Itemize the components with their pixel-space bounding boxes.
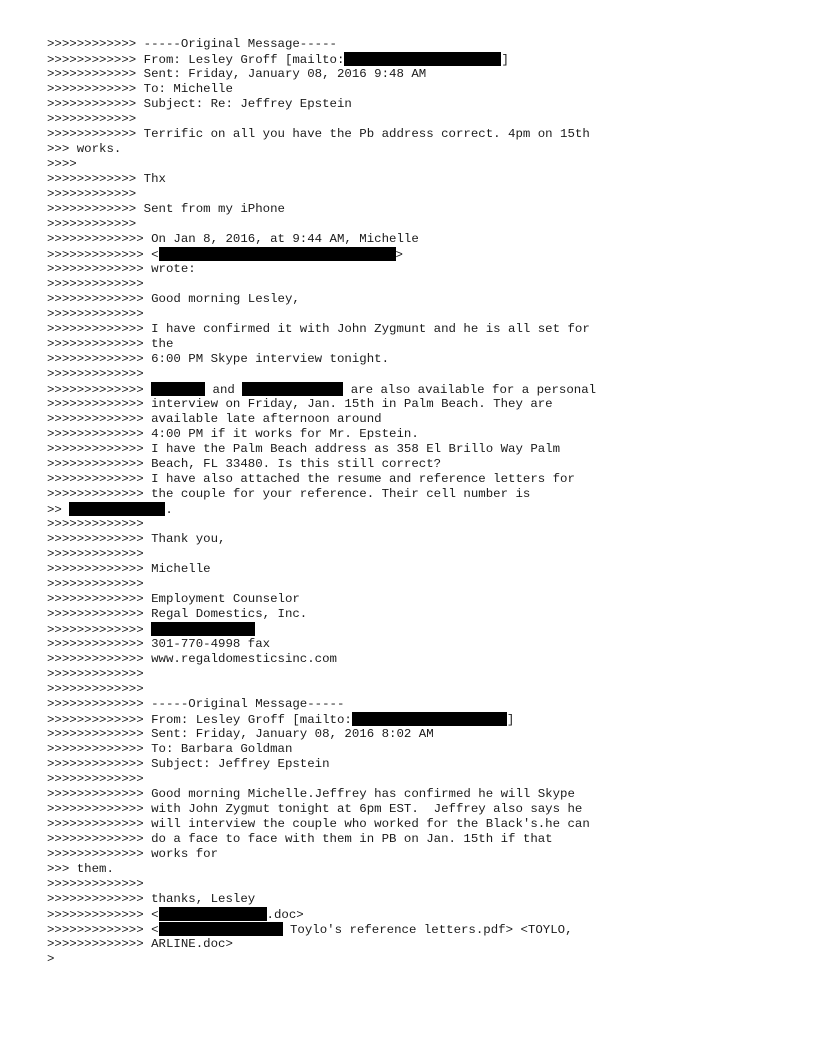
email-line — [47, 187, 787, 202]
email-line — [47, 547, 787, 562]
line-text: >>>>>>>>>>>>> -----Original Message----- — [47, 697, 345, 711]
line-text: >>>>>>>>>>>>> wrote: — [47, 262, 196, 276]
line-text: >>>>>>>>>>>>> do a face to face with them in PB on Jan. 15th if that — [47, 832, 553, 846]
line-text: >>>>>>>>>>>>> From: Lesley Groff [mailto: — [47, 713, 352, 727]
email-line — [47, 202, 787, 217]
line-text: >>>>>>>>>>>>> — [47, 517, 144, 531]
redaction-block — [69, 502, 165, 516]
email-line — [47, 592, 787, 607]
line-text: ] — [506, 713, 515, 727]
line-text: >>> them. — [47, 862, 114, 876]
line-text: >>>>>>>>>>>> From: Lesley Groff [mailto: — [47, 53, 345, 67]
email-line — [47, 892, 787, 907]
line-text: >>>>>>>>>>>>> — [47, 682, 144, 696]
redaction-block — [159, 247, 396, 261]
line-text: >>>>>>>>>>>> Sent from my iPhone — [47, 202, 285, 216]
email-line — [47, 787, 787, 802]
redaction-block — [352, 712, 507, 726]
email-line — [47, 52, 787, 67]
redaction-block — [159, 922, 283, 936]
line-text: >>>>>>>>>>>>> Sent: Friday, January 08, 2016 8:02 AM — [47, 727, 434, 741]
line-text: >>>>>>>>>>>>> < — [47, 908, 159, 922]
line-text: >>>>>>>>>>>>> — [47, 307, 144, 321]
email-line — [47, 907, 787, 922]
email-line — [47, 667, 787, 682]
line-text: >>>>>>>>>>>>> < — [47, 923, 159, 937]
email-line — [47, 397, 787, 412]
email-line — [47, 877, 787, 892]
email-line — [47, 97, 787, 112]
line-text: > — [47, 952, 55, 966]
email-line — [47, 322, 787, 337]
line-text: and — [205, 383, 243, 397]
email-line — [47, 862, 787, 877]
line-text: ] — [501, 53, 509, 67]
line-text: >>>>>>>>>>>>> thanks, Lesley — [47, 892, 256, 906]
line-text: >>>>>>>>>>>>> — [47, 877, 144, 891]
line-text: >>>>>>>>>>>>> — [47, 623, 152, 637]
email-line — [47, 562, 787, 577]
line-text: . — [165, 503, 173, 517]
email-line — [47, 802, 787, 817]
line-text: >>>>>>>>>>>>> with John Zygmut tonight at 6pm EST. Jeffrey also says he — [47, 802, 583, 816]
email-line — [47, 952, 787, 967]
email-line — [47, 577, 787, 592]
line-text: >>> works. — [47, 142, 122, 156]
email-line — [47, 172, 787, 187]
line-text: >> — [47, 503, 70, 517]
line-text: >>>>>>>>>>>> — [47, 112, 137, 126]
line-text: >>>>>>>>>>>>> Subject: Jeffrey Epstein — [47, 757, 330, 771]
line-text: >>>>>>>>>>>>> Employment Counselor — [47, 592, 300, 606]
line-text: >>>>>>>>>>>> — [47, 217, 137, 231]
email-line — [47, 157, 787, 172]
email-line — [47, 622, 787, 637]
email-line — [47, 682, 787, 697]
line-text: >>>>>>>>>>>>> Thank you, — [47, 532, 226, 546]
email-line — [47, 517, 787, 532]
email-line — [47, 427, 787, 442]
email-line — [47, 127, 787, 142]
redaction-block — [159, 907, 267, 921]
email-line — [47, 457, 787, 472]
email-line — [47, 337, 787, 352]
email-line — [47, 142, 787, 157]
line-text: >>>>>>>>>>>> — [47, 187, 137, 201]
line-text: >>>>>>>>>>>>> I have also attached the resume and reference letters for — [47, 472, 575, 486]
line-text: >>>>>>>>>>>>> Beach, FL 33480. Is this still correct? — [47, 457, 442, 471]
line-text: > — [395, 248, 403, 262]
email-line — [47, 307, 787, 322]
redaction-block — [242, 382, 343, 396]
email-line — [47, 772, 787, 787]
line-text: >>>>>>>>>>>>> 4:00 PM if it works for Mr. Epstein. — [47, 427, 419, 441]
line-text: >>>>>>>>>>>>> < — [47, 248, 159, 262]
line-text: >>>>>>>>>>>>> ARLINE.doc> — [47, 937, 233, 951]
email-line — [47, 637, 787, 652]
email-line — [47, 937, 787, 952]
line-text: >>>>>>>>>>>>> available late afternoon around — [47, 412, 382, 426]
line-text: >>>>>>>>>>>>> — [47, 547, 144, 561]
email-line — [47, 922, 787, 937]
line-text: >>>>>>>>>>>>> Regal Domestics, Inc. — [47, 607, 308, 621]
email-line — [47, 502, 787, 517]
email-line — [47, 262, 787, 277]
line-text: >>>>>>>>>>>> -----Original Message----- — [47, 37, 337, 51]
line-text: >>>>>>>>>>>>> — [47, 367, 144, 381]
line-text: >>>>>>>>>>>>> On Jan 8, 2016, at 9:44 AM, Michelle — [47, 232, 419, 246]
line-text: >>>>>>>>>>>>> works for — [47, 847, 219, 861]
line-text: >>>>>>>>>>>>> the — [47, 337, 174, 351]
line-text: >>>>>>>>>>>>> I have the Palm Beach address as 358 El Brillo Way Palm — [47, 442, 561, 456]
email-line — [47, 697, 787, 712]
email-line — [47, 847, 787, 862]
email-line — [47, 382, 787, 397]
line-text: Toylo's reference letters.pdf> <TOYLO, — [282, 923, 573, 937]
line-text: >>>>>>>>>>>>> — [47, 772, 144, 786]
email-line — [47, 832, 787, 847]
email-line — [47, 487, 787, 502]
line-text: >>>>>>>>>>>>> — [47, 577, 144, 591]
line-text: >>>>>>>>>>>>> 6:00 PM Skype interview tonight. — [47, 352, 390, 366]
email-line — [47, 742, 787, 757]
line-text: >>>>>>>>>>>>> To: Barbara Goldman — [47, 742, 293, 756]
line-text: >>>>>>>>>>>>> interview on Friday, Jan. 15th in Palm Beach. They are — [47, 397, 553, 411]
redaction-block — [344, 52, 501, 66]
line-text: >>>>>>>>>>>> Subject: Re: Jeffrey Epstein — [47, 97, 352, 111]
line-text: >>>>>>>>>>>>> Good morning Lesley, — [47, 292, 300, 306]
email-document — [47, 37, 787, 967]
email-line — [47, 247, 787, 262]
email-line — [47, 652, 787, 667]
line-text: >>>>>>>>>>>>> 301-770-4998 fax — [47, 637, 271, 651]
email-line — [47, 817, 787, 832]
redaction-block — [151, 382, 205, 396]
line-text: >>>>>>>>>>>>> I have confirmed it with John Zygmunt and he is all set for — [47, 322, 590, 336]
line-text: >>>>>>>>>>>> To: Michelle — [47, 82, 233, 96]
line-text: >>>>>>>>>>>> Terrific on all you have the Pb address correct. 4pm on 15th — [47, 127, 590, 141]
email-line — [47, 412, 787, 427]
email-line — [47, 112, 787, 127]
redaction-block — [151, 622, 255, 636]
email-line — [47, 82, 787, 97]
email-line — [47, 217, 787, 232]
line-text: .doc> — [266, 908, 304, 922]
email-line — [47, 367, 787, 382]
email-line — [47, 277, 787, 292]
email-line — [47, 352, 787, 367]
line-text: are also available for a personal — [343, 383, 597, 397]
email-line — [47, 727, 787, 742]
line-text: >>>>>>>>>>>>> — [47, 277, 144, 291]
email-line — [47, 67, 787, 82]
email-line — [47, 712, 787, 727]
email-line — [47, 232, 787, 247]
line-text: >>>>>>>>>>>>> — [47, 383, 152, 397]
email-line — [47, 532, 787, 547]
email-line — [47, 472, 787, 487]
line-text: >>>> — [47, 157, 77, 171]
email-line — [47, 442, 787, 457]
line-text: >>>>>>>>>>>>> Michelle — [47, 562, 211, 576]
email-line — [47, 607, 787, 622]
line-text: >>>>>>>>>>>>> Good morning Michelle.Jeffrey has confirmed he will Skype — [47, 787, 575, 801]
email-line — [47, 37, 787, 52]
line-text: >>>>>>>>>>>>> www.regaldomesticsinc.com — [47, 652, 337, 666]
line-text: >>>>>>>>>>>>> — [47, 667, 144, 681]
line-text: >>>>>>>>>>>> Sent: Friday, January 08, 2016 9:48 AM — [47, 67, 427, 81]
email-line — [47, 757, 787, 772]
line-text: >>>>>>>>>>>> Thx — [47, 172, 166, 186]
line-text: >>>>>>>>>>>>> will interview the couple who worked for the Black's.he can — [47, 817, 590, 831]
line-text: >>>>>>>>>>>>> the couple for your reference. Their cell number is — [47, 487, 531, 501]
email-line — [47, 292, 787, 307]
